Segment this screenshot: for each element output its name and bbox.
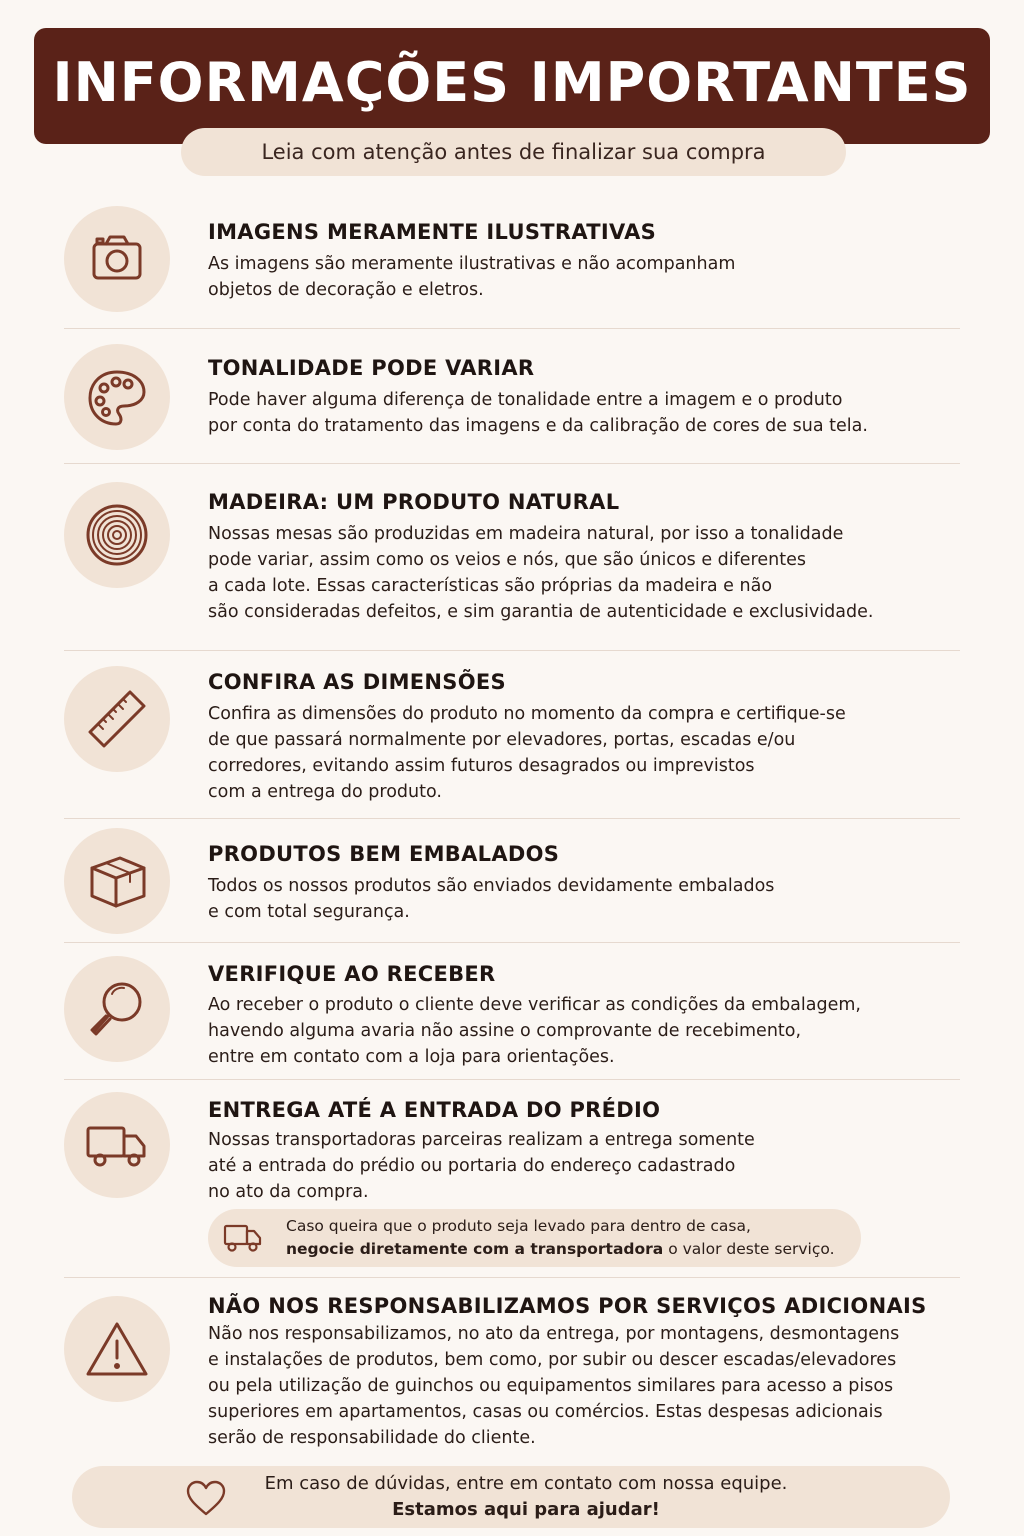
divider [64,818,960,819]
truck-icon [222,1220,264,1256]
delivery-note [208,1209,861,1267]
footer-contact [72,1466,950,1528]
box-icon [64,828,170,934]
note-line-2-bold: negocie diretamente com a transportadora [286,1240,664,1258]
item-body: As imagens são meramente ilustrativas e não acompanham objetos de decoração e eletros. [208,254,736,300]
item-title: TONALIDADE PODE VARIAR [208,356,535,380]
divider [64,1277,960,1278]
note-line-1: Caso queira que o produto seja levado para dentro de casa, [286,1217,751,1235]
ruler-icon [64,666,170,772]
page-title: INFORMAÇÕES IMPORTANTES [52,50,972,114]
divider [64,1079,960,1080]
divider [64,650,960,651]
truck-icon [64,1092,170,1198]
divider [64,463,960,464]
item-body: Não nos responsabilizamos, no ato da entrega, por montagens, desmontagens e instalações de produtos, bem como, por subir ou descer escadas/elevadores ou pela utilização de guinchos ou equipamentos similares para acesso a pisos superiores em apartamentos, casas ou comércios. Estas despesas adicionais serão de responsabilidade do cliente. [208,1324,900,1448]
item-title: NÃO NOS RESPONSABILIZAMOS POR SERVIÇOS ADICIONAIS [208,1294,927,1318]
item-body: Confira as dimensões do produto no momento da compra e certifique-se de que passará normalmente por elevadores, portas, escadas e/ou corredores, evitando assim futuros desagrados ou imprevistos com a entrega do produto. [208,704,846,802]
item-title: PRODUTOS BEM EMBALADOS [208,842,560,866]
note-line-2-rest: o valor deste serviço. [663,1240,835,1258]
item-body: Nossas mesas são produzidas em madeira natural, por isso a tonalidade pode variar, assim como os veios e nós, que são únicos e diferentes a cada lote. Essas características são próprias da madeira e não são consideradas defeitos, e sim garantia de autenticidade e exclusividade. [208,524,874,622]
item-title: VERIFIQUE AO RECEBER [208,962,496,986]
divider [64,328,960,329]
item-body: Ao receber o produto o cliente deve verificar as condições da embalagem, havendo alguma avaria não assine o comprovante de recebimento, entre em contato com a loja para orientações. [208,995,861,1067]
warning-icon [64,1296,170,1402]
item-body: Pode haver alguma diferença de tonalidade entre a imagem e o produto por conta do tratamento das imagens e da calibração de cores de sua tela. [208,390,868,436]
wood-rings-icon [64,482,170,588]
page-subtitle: Leia com atenção antes de finalizar sua compra [181,128,846,176]
camera-icon [64,206,170,312]
item-title: MADEIRA: UM PRODUTO NATURAL [208,490,620,514]
item-title: ENTREGA ATÉ A ENTRADA DO PRÉDIO [208,1098,661,1122]
item-title: IMAGENS MERAMENTE ILUSTRATIVAS [208,220,657,244]
item-body: Todos os nossos produtos são enviados devidamente embalados e com total segurança. [208,876,775,922]
footer-line-1: Em caso de dúvidas, entre em contato com nossa equipe. [264,1473,788,1494]
item-title: CONFIRA AS DIMENSÕES [208,670,506,694]
magnifier-icon [64,956,170,1062]
note-line-2 [286,1240,835,1258]
palette-icon [64,344,170,450]
header-banner [34,28,990,144]
item-body: Nossas transportadoras parceiras realizam a entrega somente até a entrada do prédio ou portaria do endereço cadastrado no ato da compra. [208,1130,755,1202]
divider [64,942,960,943]
footer-line-2: Estamos aqui para ajudar! [392,1499,660,1520]
